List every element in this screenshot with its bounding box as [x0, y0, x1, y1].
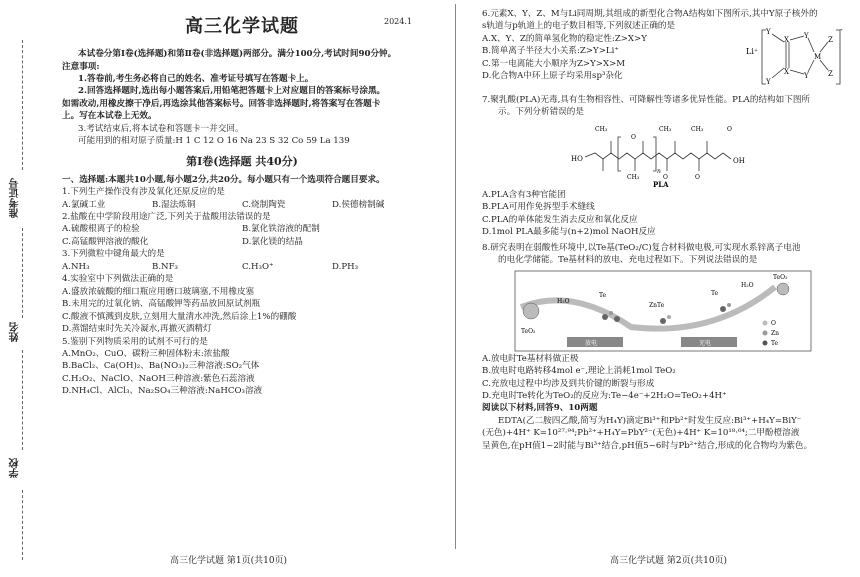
- option: A.盛放浓硫酸的细口瓶应用磨口玻璃塞,不用橡皮塞: [62, 286, 255, 297]
- atom-x: X: [784, 36, 789, 44]
- option: C.充放电过程中均涉及到共价键的断裂与形成: [482, 378, 655, 389]
- o-label: O: [631, 133, 636, 141]
- question-1: 1.下列生产操作没有涉及氧化还原反应的是: [62, 187, 225, 198]
- ch3-label: CH₃: [691, 125, 704, 133]
- charge-label: 充电: [699, 339, 712, 347]
- li-ion-label: Li⁺: [746, 47, 759, 56]
- option: C.高锰酸钾溶液的酸化: [62, 236, 149, 247]
- atom-y: Y: [804, 72, 809, 80]
- reading-heading: 阅读以下材料,回答9、10两题: [482, 403, 598, 414]
- question-8-cont: 的电化学储能。Te基材料的放电、充电过程如下。下列说法错误的是: [498, 255, 758, 266]
- option: B.PLA可用作免拆型手术缝线: [482, 202, 595, 213]
- option: D.蒸馏结束时先关冷凝水,再撤灭酒精灯: [62, 324, 212, 335]
- option: C.酸液不慎溅到皮肤,立刻用大量清水冲洗,然后涂上1%的硼酸: [62, 311, 297, 322]
- option: A.硫酸根离子的检验: [62, 224, 140, 235]
- page-divider: [455, 4, 456, 549]
- atom-z: Z: [828, 70, 833, 78]
- option: D.1mol PLA最多能与(n+2)mol NaOH反应: [482, 227, 656, 238]
- option: B.湿法炼铜: [152, 199, 196, 210]
- question-2-options: [62, 223, 422, 248]
- page-2-footer: 高三化学试题 第2页(共10页): [610, 556, 728, 566]
- option: B.未用完的过氧化钠、高锰酸钾等药品放回原试剂瓶: [62, 299, 261, 310]
- section-heading: 第Ⅰ卷(选择题 共40分): [186, 154, 298, 168]
- notice-2: 2.回答选择题时,选出每小题答案后,用铅笔把答题卡上对应题目的答案标号涂黑。: [78, 86, 386, 97]
- option: C.烧制陶瓷: [242, 199, 286, 210]
- option: A.NH₃: [62, 261, 90, 272]
- legend-te: Te: [771, 339, 779, 347]
- atom-y: Y: [766, 78, 771, 86]
- option: C.H₂O₂、NaClO、NaOH三种溶液:紫色石蕊溶液: [62, 373, 255, 384]
- exam-date: 2024.1: [384, 17, 412, 26]
- option: B.NF₃: [152, 261, 178, 272]
- name-label: 姓名: [10, 322, 21, 342]
- notice-2-cont: 如需改动,用橡皮擦干净后,再选涂其他答案标号。回答非选择题时,将答案写在答题卡: [62, 98, 381, 109]
- oh-label: OH: [733, 156, 745, 165]
- atom-m: M: [814, 53, 822, 61]
- seal-line: [22, 228, 23, 318]
- question-5: 5.鉴别下列物质采用的试剂不可行的是: [62, 336, 208, 347]
- question-7-cont: 示。下列分析错误的是: [498, 107, 584, 118]
- notice-title: 注意事项:: [62, 61, 100, 72]
- n-subscript: n: [657, 167, 661, 175]
- notice-3: 3.考试结束后,将本试卷和答题卡一并交回。: [78, 123, 244, 134]
- option: C.PLA的单体能发生消去反应和氧化反应: [482, 214, 638, 225]
- exam-number-label: 准考证号: [10, 178, 21, 218]
- h2o-label: H₂O: [557, 297, 570, 305]
- option: A.X、Y、Z的简单氢化物的稳定性:Z>X>Y: [482, 33, 647, 44]
- option: B.简单离子半径大小关系:Z>Y>Li⁺: [482, 46, 619, 57]
- znte-label: ZnTe: [649, 301, 665, 309]
- option: C.第一电离能大小顺序为Z>Y>X>M: [482, 58, 626, 69]
- teo2-label: TeO₂: [521, 327, 536, 335]
- question-7: 7.聚乳酸(PLA)无毒,具有生物相容性、可降解性等诸多优异性能。PLA的结构如下图所: [482, 95, 811, 105]
- atom-y: Y: [766, 28, 771, 36]
- option: A.MnO₂、CuO、碳粉三种固体粉末:浓盐酸: [62, 349, 230, 359]
- seal-line: [22, 40, 23, 170]
- teo2-label: TeO₂: [773, 273, 788, 281]
- option: D.NH₄Cl、AlCl₃、Na₂SO₄三种溶液:NaHCO₃溶液: [62, 386, 263, 397]
- reading-material-cont: (无色)+4H⁺ K=10²⁷·⁹⁴;Pb²⁺+H₄Y=PbY²⁻(无色)+4H⁺ K=10¹⁸·⁰⁴;二甲酚橙溶液: [482, 428, 800, 439]
- atom-y: Y: [804, 32, 809, 40]
- school-label: 学校: [10, 458, 21, 478]
- option: D.化合物A中环上原子均采用sp³杂化: [482, 71, 623, 82]
- question-3: 3.下列微粒中键角最大的是: [62, 249, 165, 260]
- h2o-label: H₂O: [741, 281, 754, 289]
- ch3-label: CH₃: [659, 125, 672, 133]
- page-2: [482, 0, 844, 452]
- question-3-options: [62, 261, 422, 273]
- pla-caption: PLA: [653, 179, 669, 189]
- atom-z: Z: [828, 36, 833, 44]
- pla-structure: [482, 119, 844, 189]
- option: A.PLA含有3种官能团: [482, 189, 566, 200]
- option: D.侯德榜制碱: [332, 199, 385, 210]
- question-8: 8.研究表明在弱酸性环境中,以Te基(TeO₂/C)复合材料做电极,可实现水系锌离子电池: [482, 242, 801, 253]
- compound-a-structure: [744, 22, 844, 92]
- legend-o: O: [771, 319, 776, 327]
- atomic-masses: 可能用到的相对原子质量:H 1 C 12 O 16 Na 23 S 32 Co 59 La 139: [78, 136, 350, 147]
- option: B.BaCl₂、Ca(OH)₂、Ba(NO₃)₂三种溶液:SO₂气体: [62, 361, 260, 372]
- seal-line: [22, 350, 23, 450]
- question-4: 4.实验室中下列做法正确的是: [62, 274, 174, 285]
- page-1-footer: 高三化学试题 第1页(共10页): [170, 556, 288, 566]
- question-6: 6.元素X、Y、Z、M与Li同周期,其组成的新型化合物A结构如下图所示,其中Y原子核外的: [482, 9, 818, 19]
- question-6-cont: s轨道与p轨道上的电子数目相等,下列叙述正确的是: [482, 21, 676, 32]
- binding-margin: [0, 0, 38, 577]
- o-label: O: [727, 125, 732, 133]
- atom-x: X: [784, 68, 789, 76]
- option: D.充电时Te转化为TeO₂的反应为:Te−4e⁻+2H₂O=TeO₂+4H⁺: [482, 390, 727, 401]
- intro-text: 本试卷分第Ⅰ卷(选择题)和第Ⅱ卷(非选择题)两部分。满分100分,考试时间90分钟。: [78, 49, 397, 60]
- reading-material-end: 呈黄色,在pH值1~2时能与Bi³⁺结合,pH值5~6时与Pb²⁺结合,形成的化合物均为紫色。: [482, 440, 813, 451]
- o-label: O: [663, 173, 668, 181]
- te-label: Te: [599, 291, 607, 299]
- ch3-label: CH₃: [595, 125, 608, 133]
- notice-2-end: 上。写在本试卷上无效。: [62, 111, 157, 122]
- seal-line: [22, 490, 23, 560]
- battery-process-figure: [482, 267, 844, 353]
- notice-1: 1.答卷前,考生务必将自己的姓名、准考证号填写在答题卡上。: [78, 74, 314, 84]
- option: D.氯化镁的结晶: [242, 236, 303, 247]
- question-6-block: [482, 0, 844, 92]
- option: C.H₃O⁺: [242, 261, 274, 272]
- option: B.氯化铁溶液的配制: [242, 224, 320, 235]
- ho-label: HO: [571, 154, 583, 163]
- page-1: [62, 0, 422, 398]
- charge-label: -: [840, 25, 843, 34]
- exam-title: 高三化学试题: [185, 16, 299, 37]
- reading-material: EDTA(乙二胺四乙酸,简写为H₄Y)滴定Bi³⁺和Pb²⁺时发生反应:Bi³⁺+H₄Y=BiY⁻: [498, 415, 802, 426]
- ch3-label: CH₃: [627, 173, 640, 181]
- question-2: 2.盐酸在中学阶段用途广泛,下列关于盐酸用法错误的是: [62, 212, 271, 223]
- discharge-label: 放电: [585, 339, 598, 347]
- option: A.氯碱工业: [62, 199, 106, 210]
- option: A.放电时Te基材料做正极: [482, 353, 579, 364]
- te-label: Te: [711, 289, 719, 297]
- question-1-options: [62, 199, 422, 211]
- option: D.PH₃: [332, 261, 359, 272]
- section-instructions: 一、选择题:本题共10小题,每小题2分,共20分。每小题只有一个选项符合题目要求。: [62, 174, 385, 185]
- o-label: O: [695, 173, 700, 181]
- option: B.放电时电路转移4mol e⁻,理论上消耗1mol TeO₂: [482, 366, 676, 377]
- legend-zn: Zn: [771, 329, 780, 337]
